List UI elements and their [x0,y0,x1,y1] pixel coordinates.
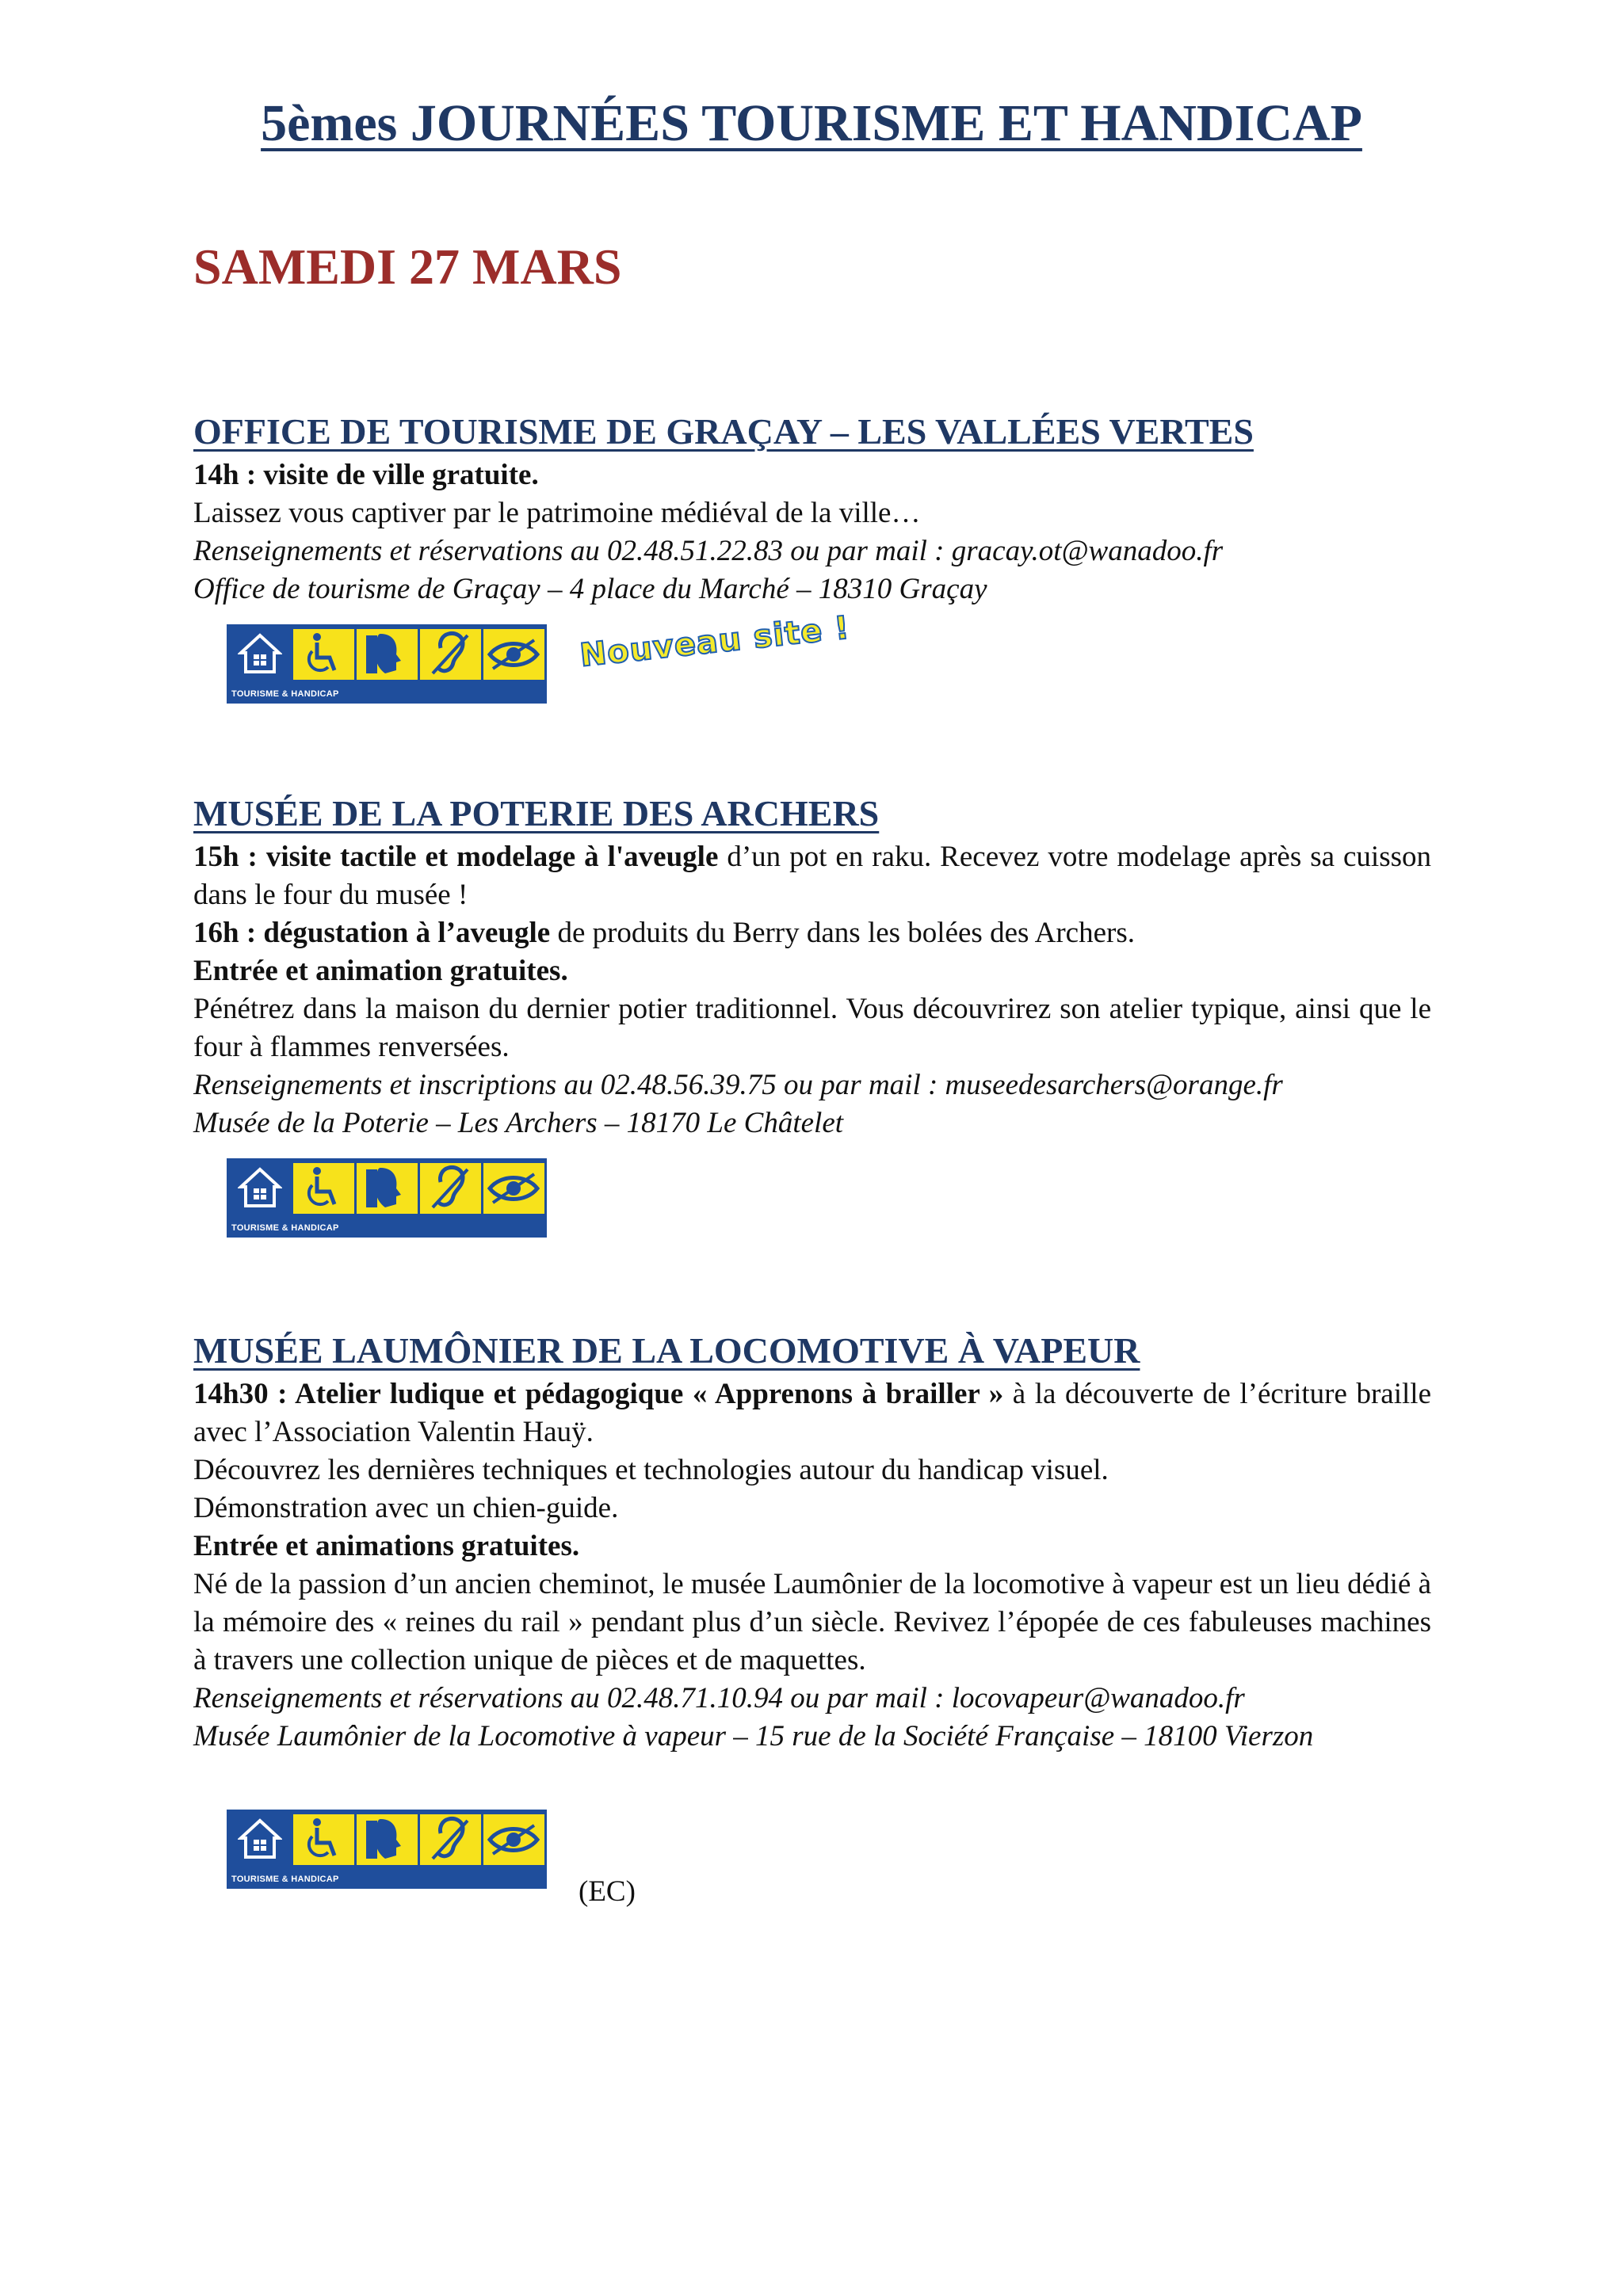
section-musee-laumonier-locomotive [193,1329,1431,1756]
description: Né de la passion d’un ancien cheminot, le musée Laumônier de la locomotive à vapeur est un lieu dédié à la mémoire des « reines du rail » pendant plus d’un siècle. Revivez l’épopée de ces fabuleuses machines à travers une collection unique de pièces et de maquettes. [193,1568,1431,1676]
wheelchair-icon [293,629,354,680]
event-line: 16h : dégustation à l’aveugle de produits du Berry dans les bolées des Archers. [193,917,1135,949]
tourisme-handicap-logo [227,1158,547,1238]
section-heading: MUSÉE LAUMÔNIER DE LA LOCOMOTIVE À VAPEUR [193,1330,1140,1371]
ear-icon [420,1163,481,1214]
pricing-line: Entrée et animations gratuites. [193,1530,580,1562]
description: Laissez vous captiver par le patrimoine médiéval de la ville… [193,497,921,529]
logo-caption: TOURISME & HANDICAP [231,1875,339,1884]
section-heading: MUSÉE DE LA POTERIE DES ARCHERS [193,793,880,833]
section-musee-poterie-archers [193,792,1431,1142]
new-site-badge: Nouveau site ! [578,609,852,674]
tourisme-handicap-logo [227,624,547,704]
face-icon [357,1814,418,1865]
contact-line: Renseignements et réservations au 02.48.51.22.83 ou par mail : gracay.ot@wanadoo.fr [193,535,1224,567]
address-line: Musée Laumônier de la Locomotive à vapeur – 15 rue de la Société Française – 18100 Vierzon [193,1720,1314,1753]
face-icon [357,1163,418,1214]
address-line: Musée de la Poterie – Les Archers – 18170 Le Châtelet [193,1107,844,1139]
section-heading: OFFICE DE TOURISME DE GRAÇAY – LES VALLÉES VERTES [193,411,1254,452]
logo-caption: TOURISME & HANDICAP [231,1223,339,1233]
ear-icon [420,1814,481,1865]
eye-icon [483,629,544,680]
event-line: 15h : visite tactile et modelage à l'aveugle d’un pot en raku. Recevez votre modelage après sa cuisson dans le four du musée ! [193,841,1431,911]
eye-icon [483,1163,544,1214]
pricing-line: Entrée et animation gratuites. [193,955,568,987]
description: Découvrez les dernières techniques et technologies autour du handicap visuel. [193,1454,1109,1486]
description: Pénétrez dans la maison du dernier potier traditionnel. Vous découvrirez son atelier typique, ainsi que le four à flammes renversées. [193,993,1431,1063]
ear-icon [420,629,481,680]
page-title: 5èmes JOURNÉES TOURISME ET HANDICAP [261,94,1362,152]
contact-line: Renseignements et réservations au 02.48.71.10.94 ou par mail : locovapeur@wanadoo.fr [193,1682,1245,1714]
event-line: 14h : visite de ville gratuite. [193,459,539,491]
address-line: Office de tourisme de Graçay – 4 place du Marché – 18310 Graçay [193,573,987,605]
tourisme-handicap-logo [227,1810,547,1889]
eye-icon [483,1814,544,1865]
contact-line: Renseignements et inscriptions au 02.48.56.39.75 ou par mail : museedesarchers@orange.fr [193,1069,1283,1101]
logo-caption: TOURISME & HANDICAP [231,689,339,699]
event-line: 14h30 : Atelier ludique et pédagogique « Apprenons à brailler » à la découverte de l’écriture braille avec l’Association Valentin Hauÿ. [193,1378,1431,1448]
wheelchair-icon [293,1163,354,1214]
face-icon [357,629,418,680]
wheelchair-icon [293,1814,354,1865]
status-note: (EC) [579,1875,636,1908]
description: Démonstration avec un chien-guide. [193,1492,619,1524]
day-title: SAMEDI 27 MARS [193,238,622,295]
section-office-tourisme-gracay [193,410,1431,608]
